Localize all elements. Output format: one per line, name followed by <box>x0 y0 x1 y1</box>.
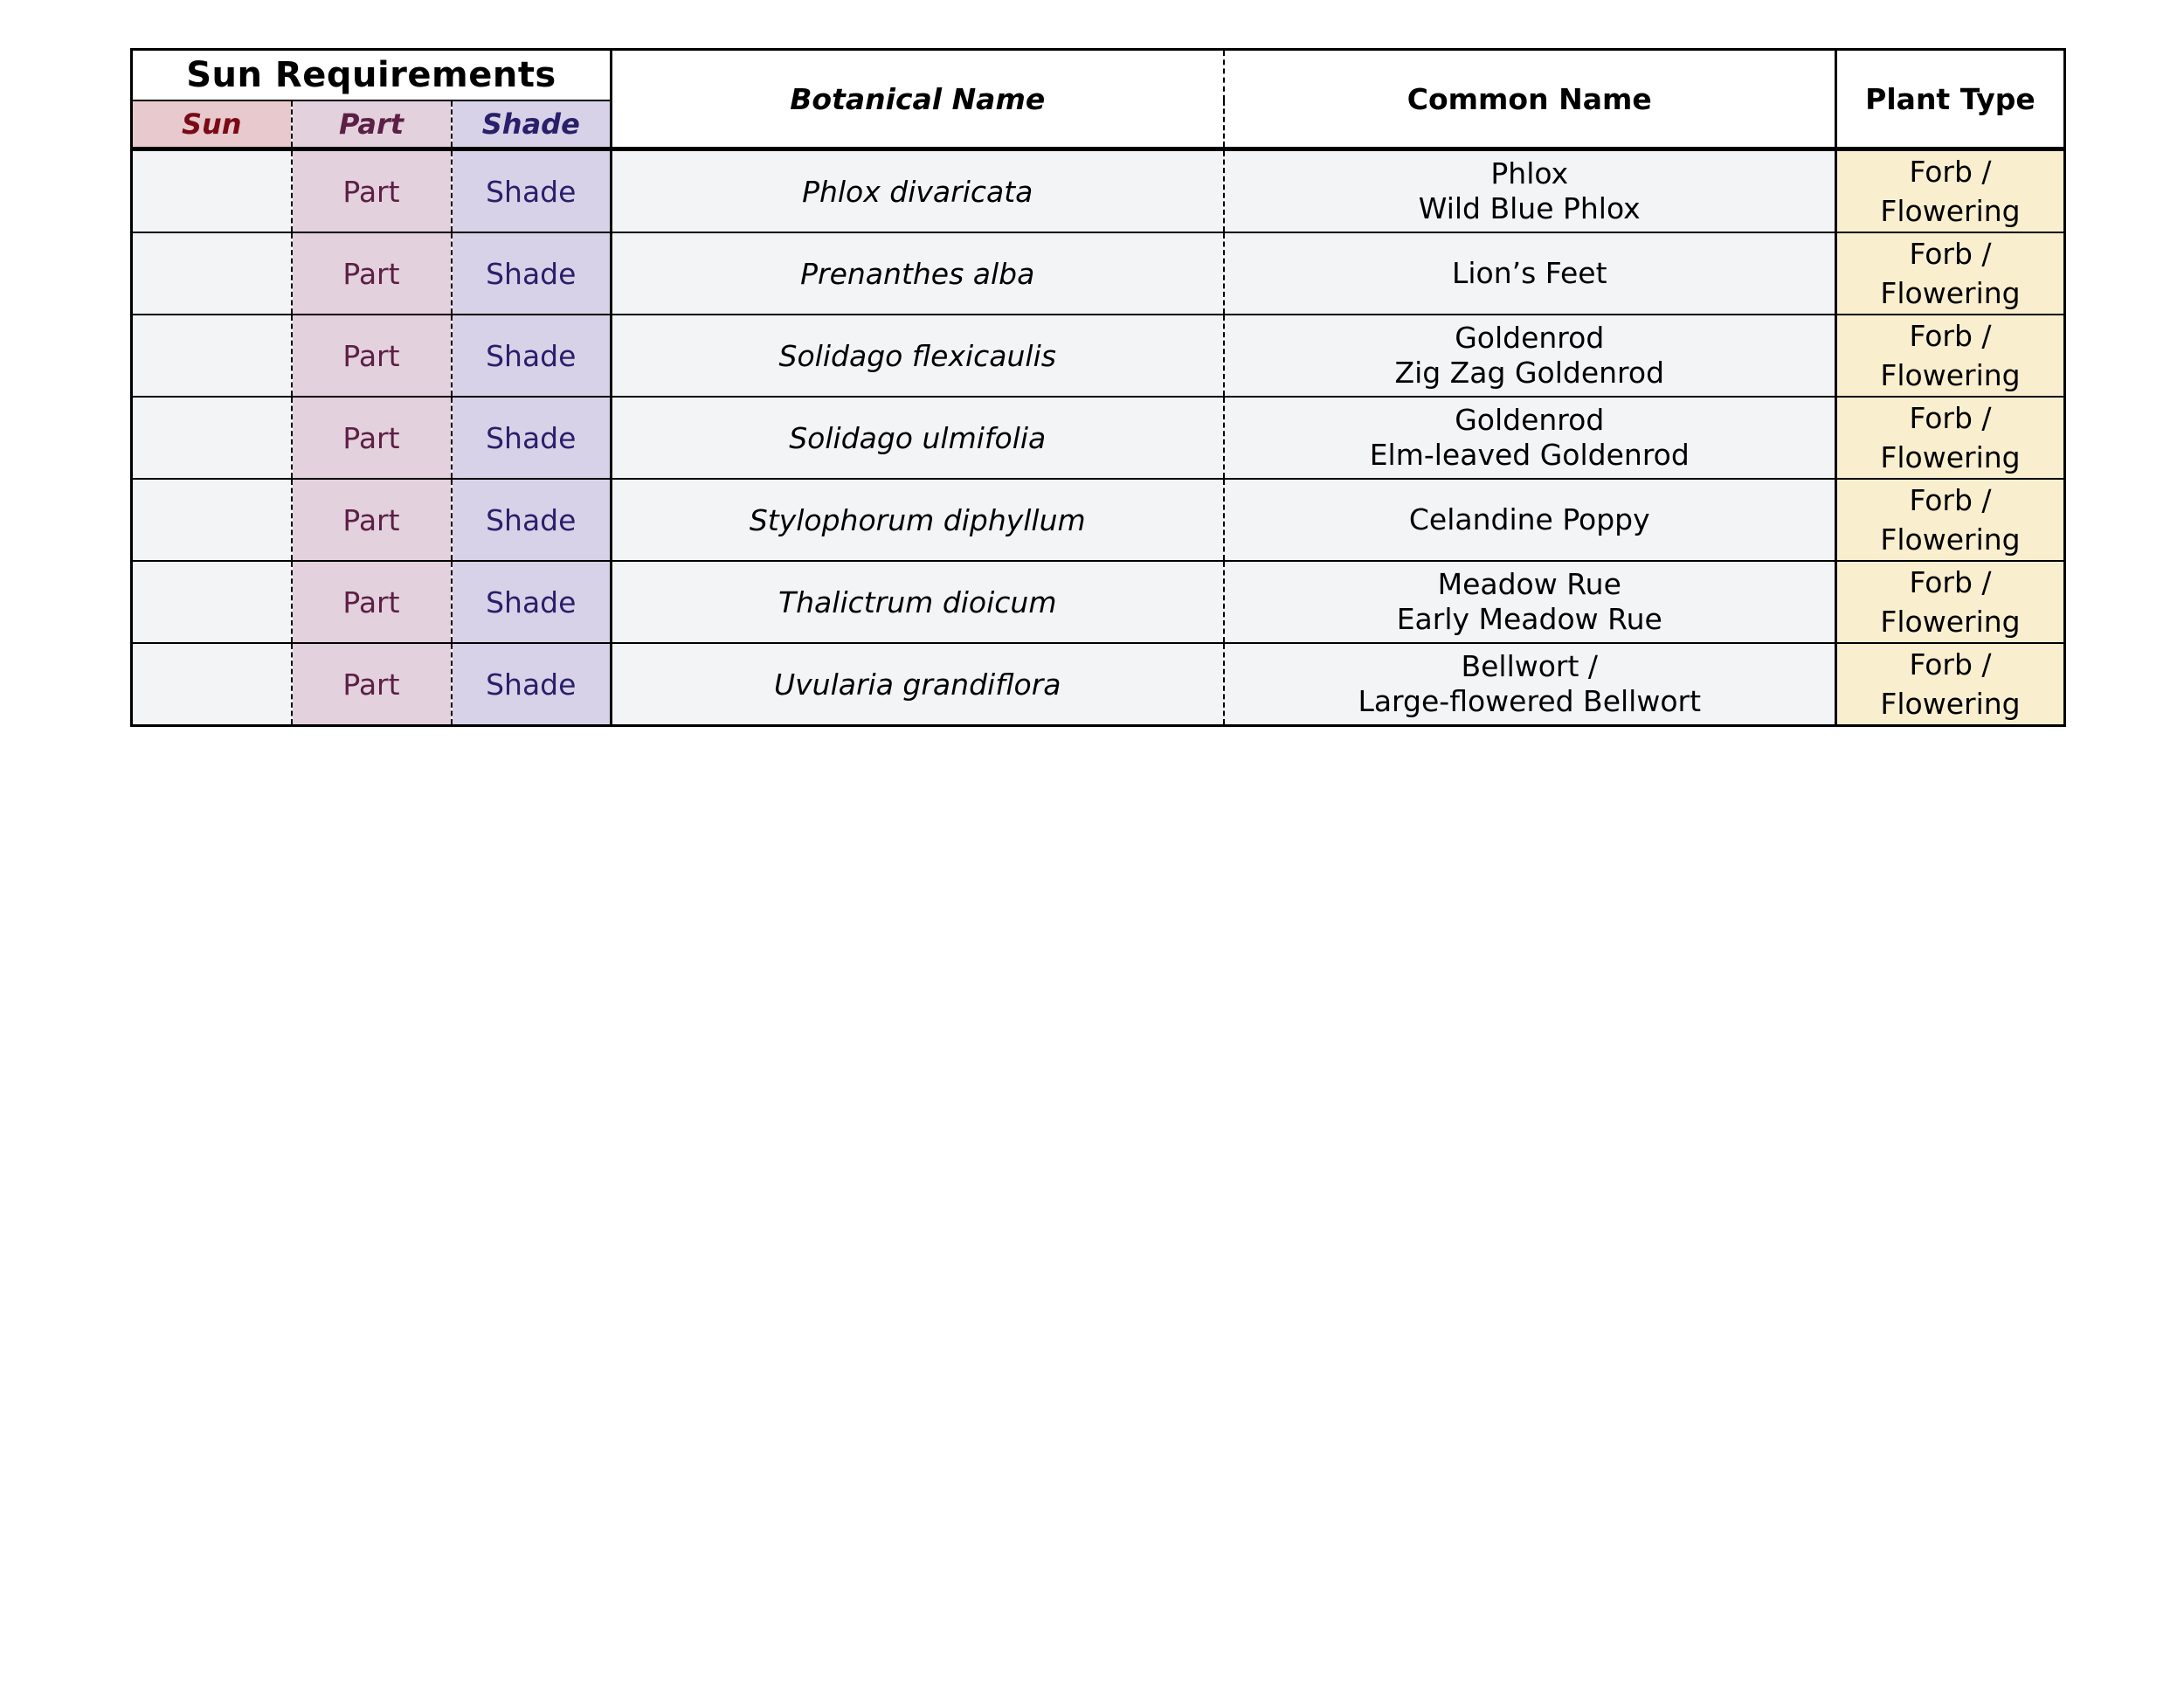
common-name-line: Large-flowered Bellwort <box>1358 684 1702 718</box>
shade-cell: Shade <box>452 315 612 397</box>
sun-cell <box>132 397 292 479</box>
part-cell: Part <box>292 561 452 643</box>
shade-cell: Shade <box>452 479 612 561</box>
common-name-cell <box>1224 397 1836 479</box>
botanical-name-cell: Uvularia grandiflora <box>612 643 1224 726</box>
plant-type-line: Forb / <box>1909 401 1992 435</box>
botanical-name-cell: Prenanthes alba <box>612 232 1224 315</box>
botanical-name-header: Botanical Name <box>612 50 1224 149</box>
botanical-name-cell: Stylophorum diphyllum <box>612 479 1224 561</box>
table-row <box>132 479 2065 561</box>
plant-type-cell <box>1836 397 2065 479</box>
part-cell: Part <box>292 149 452 233</box>
common-name-cell <box>1224 643 1836 726</box>
sun-cell <box>132 232 292 315</box>
plant-type-line: Flowering <box>1880 358 2021 392</box>
table-row <box>132 397 2065 479</box>
table-row <box>132 232 2065 315</box>
botanical-name-cell: Solidago ulmifolia <box>612 397 1224 479</box>
sun-requirements-header: Sun Requirements <box>132 50 612 101</box>
shade-cell: Shade <box>452 643 612 726</box>
plant-type-line: Forb / <box>1909 319 1992 353</box>
common-name-line: Bellwort / <box>1461 649 1599 683</box>
part-cell: Part <box>292 397 452 479</box>
table-row <box>132 561 2065 643</box>
plant-type-cell <box>1836 232 2065 315</box>
plant-type-line: Flowering <box>1880 605 2021 639</box>
plant-type-line: Flowering <box>1880 276 2021 310</box>
plant-type-cell <box>1836 561 2065 643</box>
common-name-cell <box>1224 149 1836 233</box>
plant-type-line: Forb / <box>1909 237 1992 271</box>
shade-cell: Shade <box>452 232 612 315</box>
plant-type-line: Forb / <box>1909 647 1992 681</box>
common-name-cell <box>1224 315 1836 397</box>
plant-type-line: Forb / <box>1909 155 1992 189</box>
common-name-line: Zig Zag Goldenrod <box>1394 356 1665 390</box>
table-row <box>132 149 2065 233</box>
sun-cell <box>132 479 292 561</box>
common-name-line: Early Meadow Rue <box>1396 602 1662 636</box>
plant-type-line: Forb / <box>1909 565 1992 599</box>
plant-type-cell <box>1836 149 2065 233</box>
sun-cell <box>132 315 292 397</box>
common-name-line: Meadow Rue <box>1437 567 1621 601</box>
common-name-cell <box>1224 479 1836 561</box>
table-row <box>132 643 2065 726</box>
part-cell: Part <box>292 479 452 561</box>
table-row <box>132 315 2065 397</box>
common-name-line: Celandine Poppy <box>1408 502 1650 536</box>
part-cell: Part <box>292 232 452 315</box>
plant-rows <box>132 149 2065 726</box>
common-name-line: Wild Blue Phlox <box>1418 191 1641 225</box>
header-row-top <box>132 50 2065 101</box>
common-name-line: Goldenrod <box>1455 403 1605 437</box>
plant-type-cell <box>1836 643 2065 726</box>
plant-table <box>130 48 2066 727</box>
shade-cell: Shade <box>452 397 612 479</box>
plant-type-header: Plant Type <box>1836 50 2065 149</box>
botanical-name-cell: Thalictrum dioicum <box>612 561 1224 643</box>
botanical-name-cell: Phlox divaricata <box>612 149 1224 233</box>
shade-cell: Shade <box>452 561 612 643</box>
plant-sheet <box>130 48 2063 727</box>
sun-cell <box>132 561 292 643</box>
common-name-line: Lion’s Feet <box>1451 256 1607 290</box>
part-cell: Part <box>292 315 452 397</box>
shade-header: Shade <box>452 100 612 149</box>
sun-header: Sun <box>132 100 292 149</box>
plant-type-cell <box>1836 315 2065 397</box>
common-name-line: Phlox <box>1490 156 1569 190</box>
common-name-header: Common Name <box>1224 50 1836 149</box>
common-name-line: Goldenrod <box>1455 321 1605 355</box>
plant-type-cell <box>1836 479 2065 561</box>
common-name-line: Elm-leaved Goldenrod <box>1369 438 1690 472</box>
botanical-name-cell: Solidago flexicaulis <box>612 315 1224 397</box>
plant-type-line: Flowering <box>1880 522 2021 557</box>
common-name-cell <box>1224 561 1836 643</box>
plant-type-line: Flowering <box>1880 194 2021 228</box>
shade-cell: Shade <box>452 149 612 233</box>
plant-type-line: Forb / <box>1909 483 1992 517</box>
sun-cell <box>132 643 292 726</box>
part-cell: Part <box>292 643 452 726</box>
part-header: Part <box>292 100 452 149</box>
sun-cell <box>132 149 292 233</box>
plant-type-line: Flowering <box>1880 687 2021 721</box>
common-name-cell <box>1224 232 1836 315</box>
plant-type-line: Flowering <box>1880 440 2021 474</box>
